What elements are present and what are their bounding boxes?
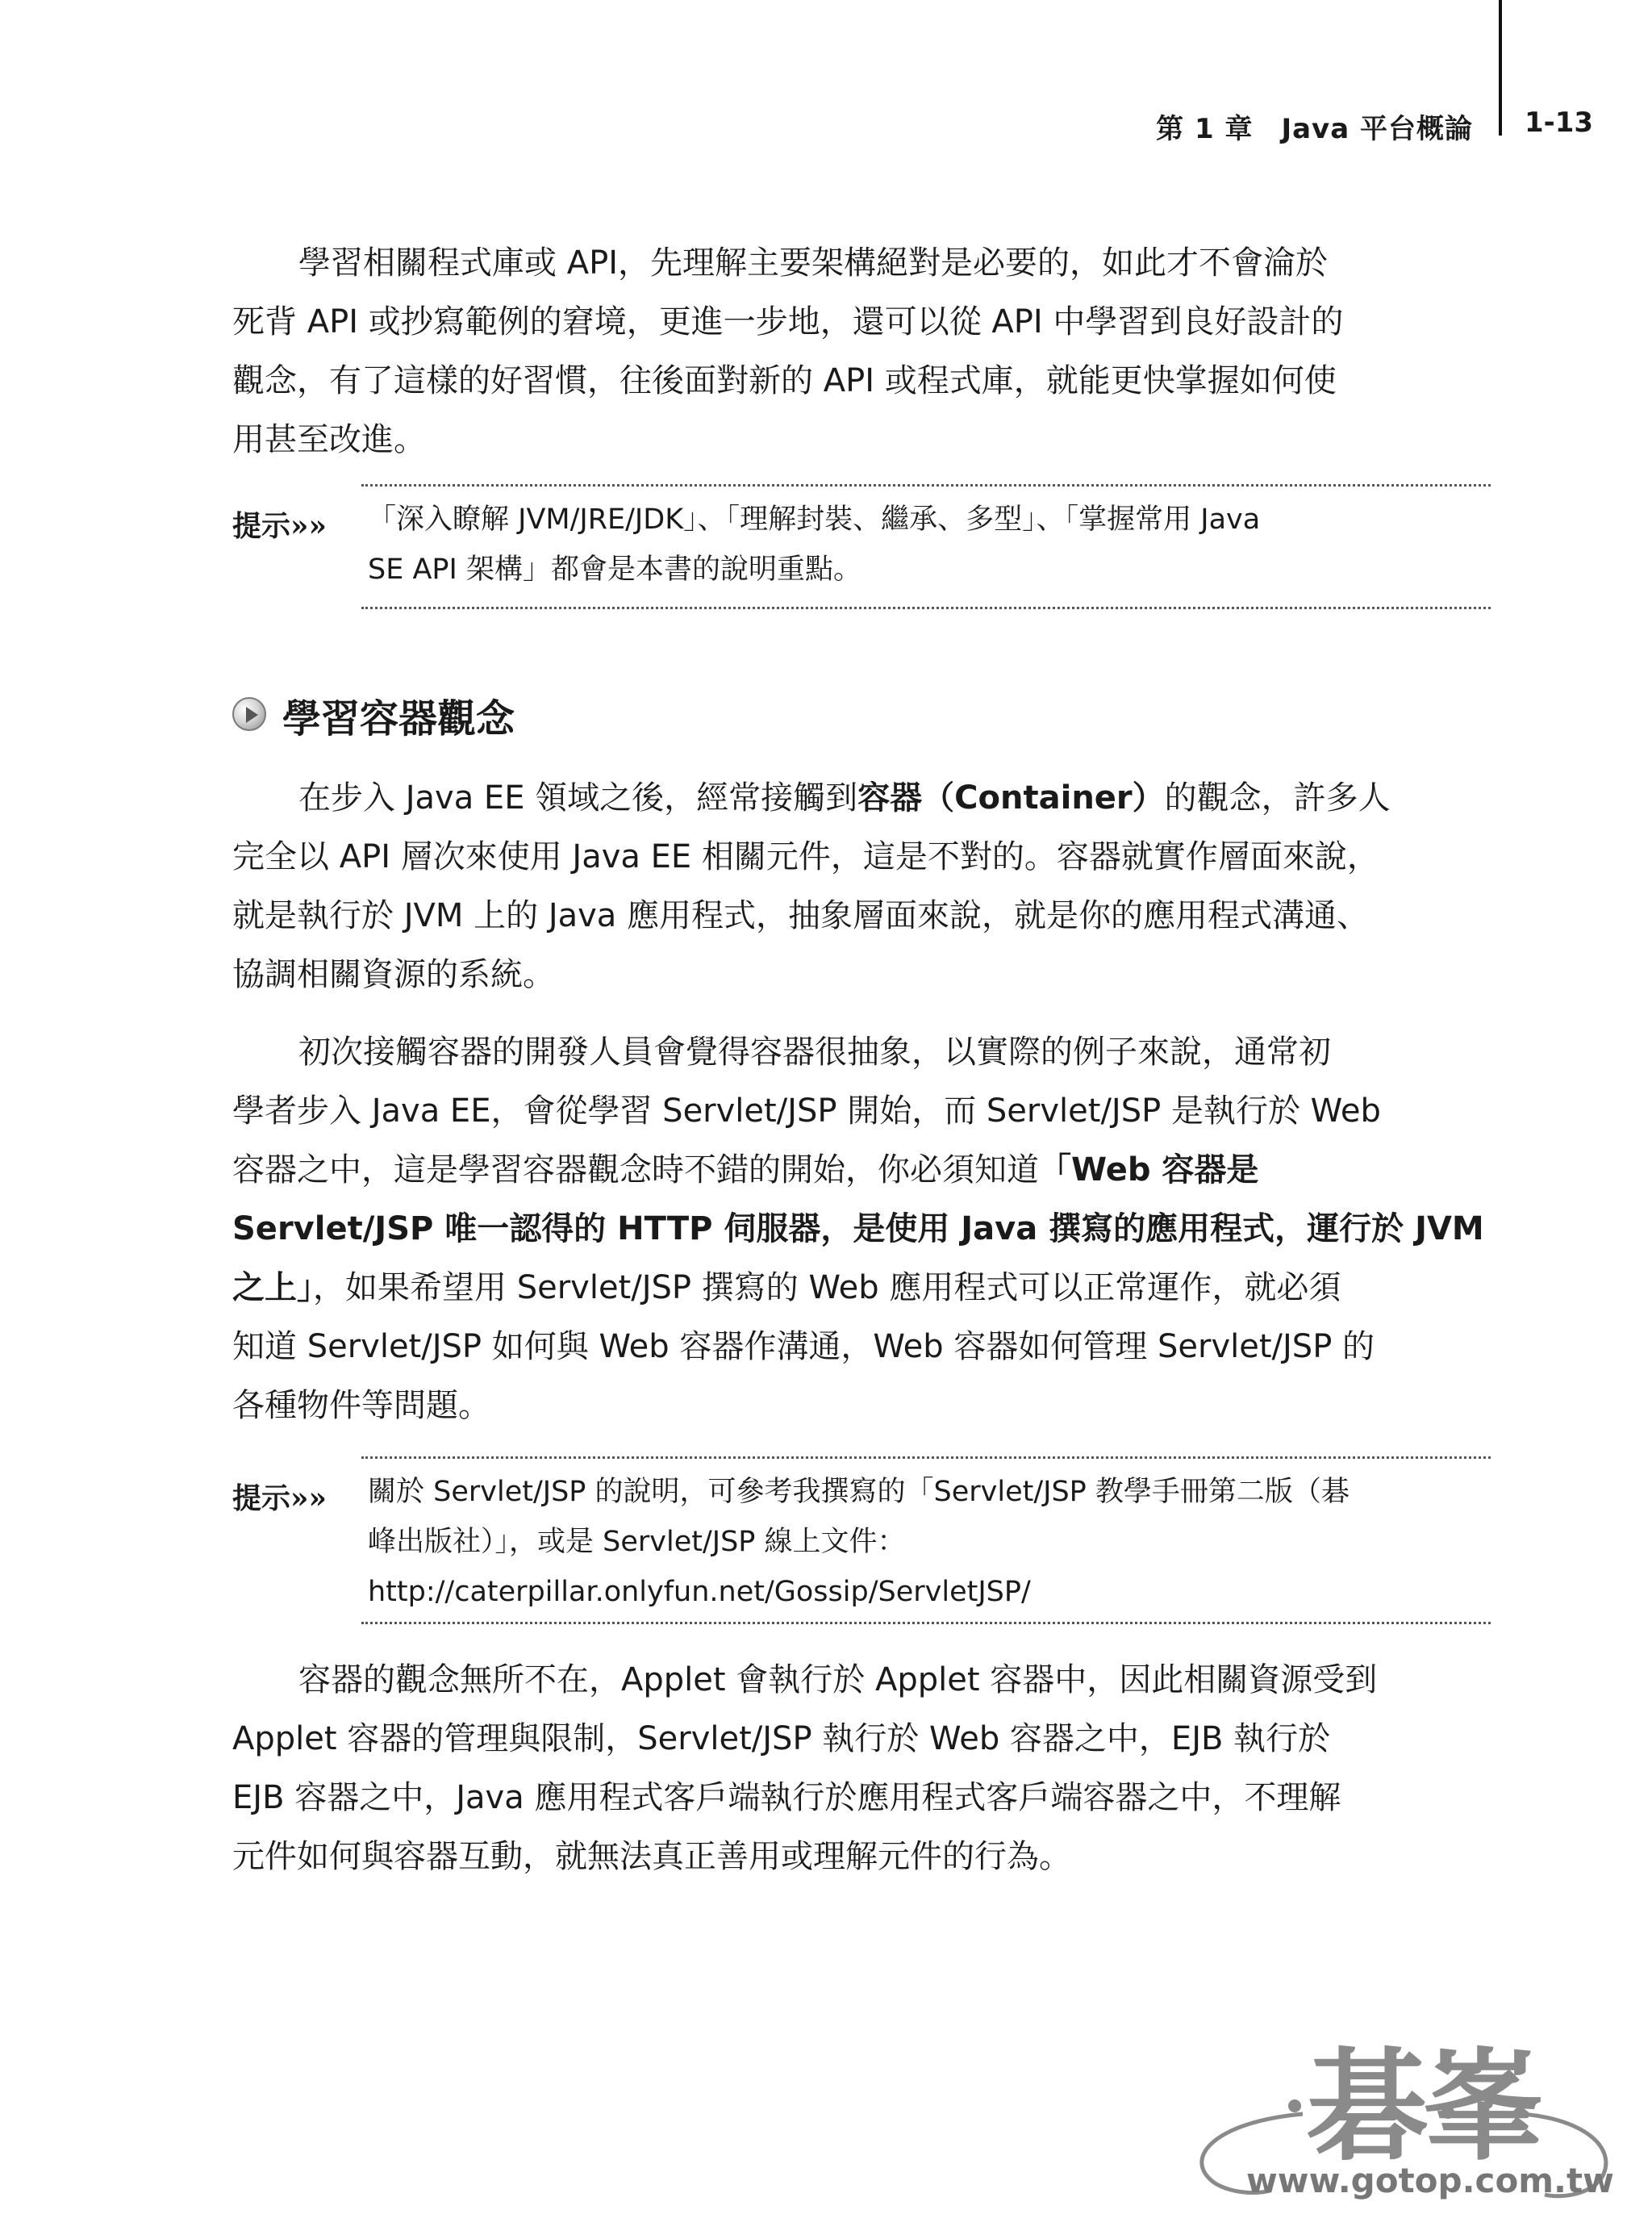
page-number: 1-13 [1525,107,1594,139]
text-line: 死背 API 或抄寫範例的窘境，更進一步地，還可以從 API 中學習到良好設計的 [232,303,1344,340]
text-line: ，如果希望用 Servlet/JSP 撰寫的 Web 應用程式可以正常運作，就必須 [313,1269,1341,1306]
tip-box-1 [232,484,1491,613]
text-line: 初次接觸容器的開發人員會覺得容器很抽象，以實際的例子來說，通常初 [298,1034,1331,1071]
paragraph-api-architecture [232,234,1491,470]
text-line: 協調相關資源的系統。 [232,956,555,993]
tip-line: SE API 架構」都會是本書的說明重點。 [368,554,861,586]
text-line: 學習相關程式庫或 API，先理解主要架構絕對是必要的，如此才不會淪於 [298,244,1328,282]
tip-line: 峰出版社）」，或是 Servlet/JSP 線上文件： [368,1526,906,1558]
section-bullet-icon [232,697,266,731]
text-line: 容器之中，這是學習容器觀念時不錯的開始，你必須知道 [232,1151,1039,1189]
text-line: 就是執行於 JVM 上的 Java 應用程式，抽象層面來說，就是你的應用程式溝通、 [232,897,1370,934]
text-line: 用甚至改進。 [232,421,426,458]
tip-link[interactable]: http://caterpillar.onlyfun.net/Gossip/ServletJSP/ [368,1576,1031,1608]
tip-label-text: 提示 [232,1481,291,1515]
tip-box-2 [232,1456,1491,1630]
text-line: Applet 容器的管理與限制，Servlet/JSP 執行於 Web 容器之中，EJB 執行於 [232,1720,1331,1757]
text-line: 完全以 API 層次來使用 Java EE 相關元件，這是不對的。容器就實作層面來說， [232,838,1379,875]
text-line: 在步入 Java EE 領域之後，經常接觸到 [298,779,858,817]
text-line: 各種物件等問題。 [232,1387,490,1424]
bold-term: 容器（Container） [857,779,1165,817]
tip-line: 「深入瞭解 JVM/JRE/JDK」、「理解封裝、繼承、多型」、「掌握常用 Java [368,503,1261,536]
tip-content [361,1456,1491,1624]
publisher-logo [1182,2025,1621,2227]
tip-label [232,503,327,545]
text-line: 的觀念，許多人 [1164,779,1391,817]
text-line: 元件如何與容器互動，就無法真正善用或理解元件的行為。 [232,1838,1071,1875]
bold-statement: 之上」 [232,1269,313,1306]
text-line: 容器的觀念無所不在，Applet 會執行於 Applet 容器中，因此相關資源受到 [298,1661,1378,1698]
text-line: 學者步入 Java EE，會從學習 Servlet/JSP 開始，而 Servlet/JSP 是執行於 Web [232,1092,1381,1130]
tip-label [232,1476,327,1517]
bold-statement: 「Web 容器是 [1039,1151,1259,1189]
header-divider [1499,0,1502,136]
logo-brand: 碁峯 [1307,2036,1540,2178]
logo-url: www.gotop.com.tw [1246,2161,1614,2200]
text-line: 知道 Servlet/JSP 如何與 Web 容器作溝通，Web 容器如何管理 Servlet/JSP 的 [232,1328,1375,1365]
paragraph-container-concept [232,769,1491,1005]
paragraph-web-container [232,1023,1491,1435]
text-line: EJB 容器之中，Java 應用程式客戶端執行於應用程式客戶端容器之中，不理解 [232,1779,1341,1816]
text-line: 觀念，有了這樣的好習慣，往後面對新的 API 或程式庫，就能更快掌握如何使 [232,362,1337,399]
double-chevron-icon: »» [290,1481,327,1515]
tip-label-text: 提示 [232,509,291,543]
tip-line: 關於 Servlet/JSP 的說明，可參考我撰寫的「Servlet/JSP 教學手冊第二版（碁 [368,1476,1350,1508]
paragraph-containers-everywhere [232,1651,1491,1886]
tip-content [361,484,1491,609]
bold-statement: Servlet/JSP 唯一認得的 HTTP 伺服器，是使用 Java 撰寫的應用程式，運行於 JVM [232,1210,1484,1247]
section-title: 學習容器觀念 [282,696,515,742]
double-chevron-icon: »» [290,509,327,543]
chapter-title: 第 1 章 Java 平台概論 [1156,113,1473,145]
